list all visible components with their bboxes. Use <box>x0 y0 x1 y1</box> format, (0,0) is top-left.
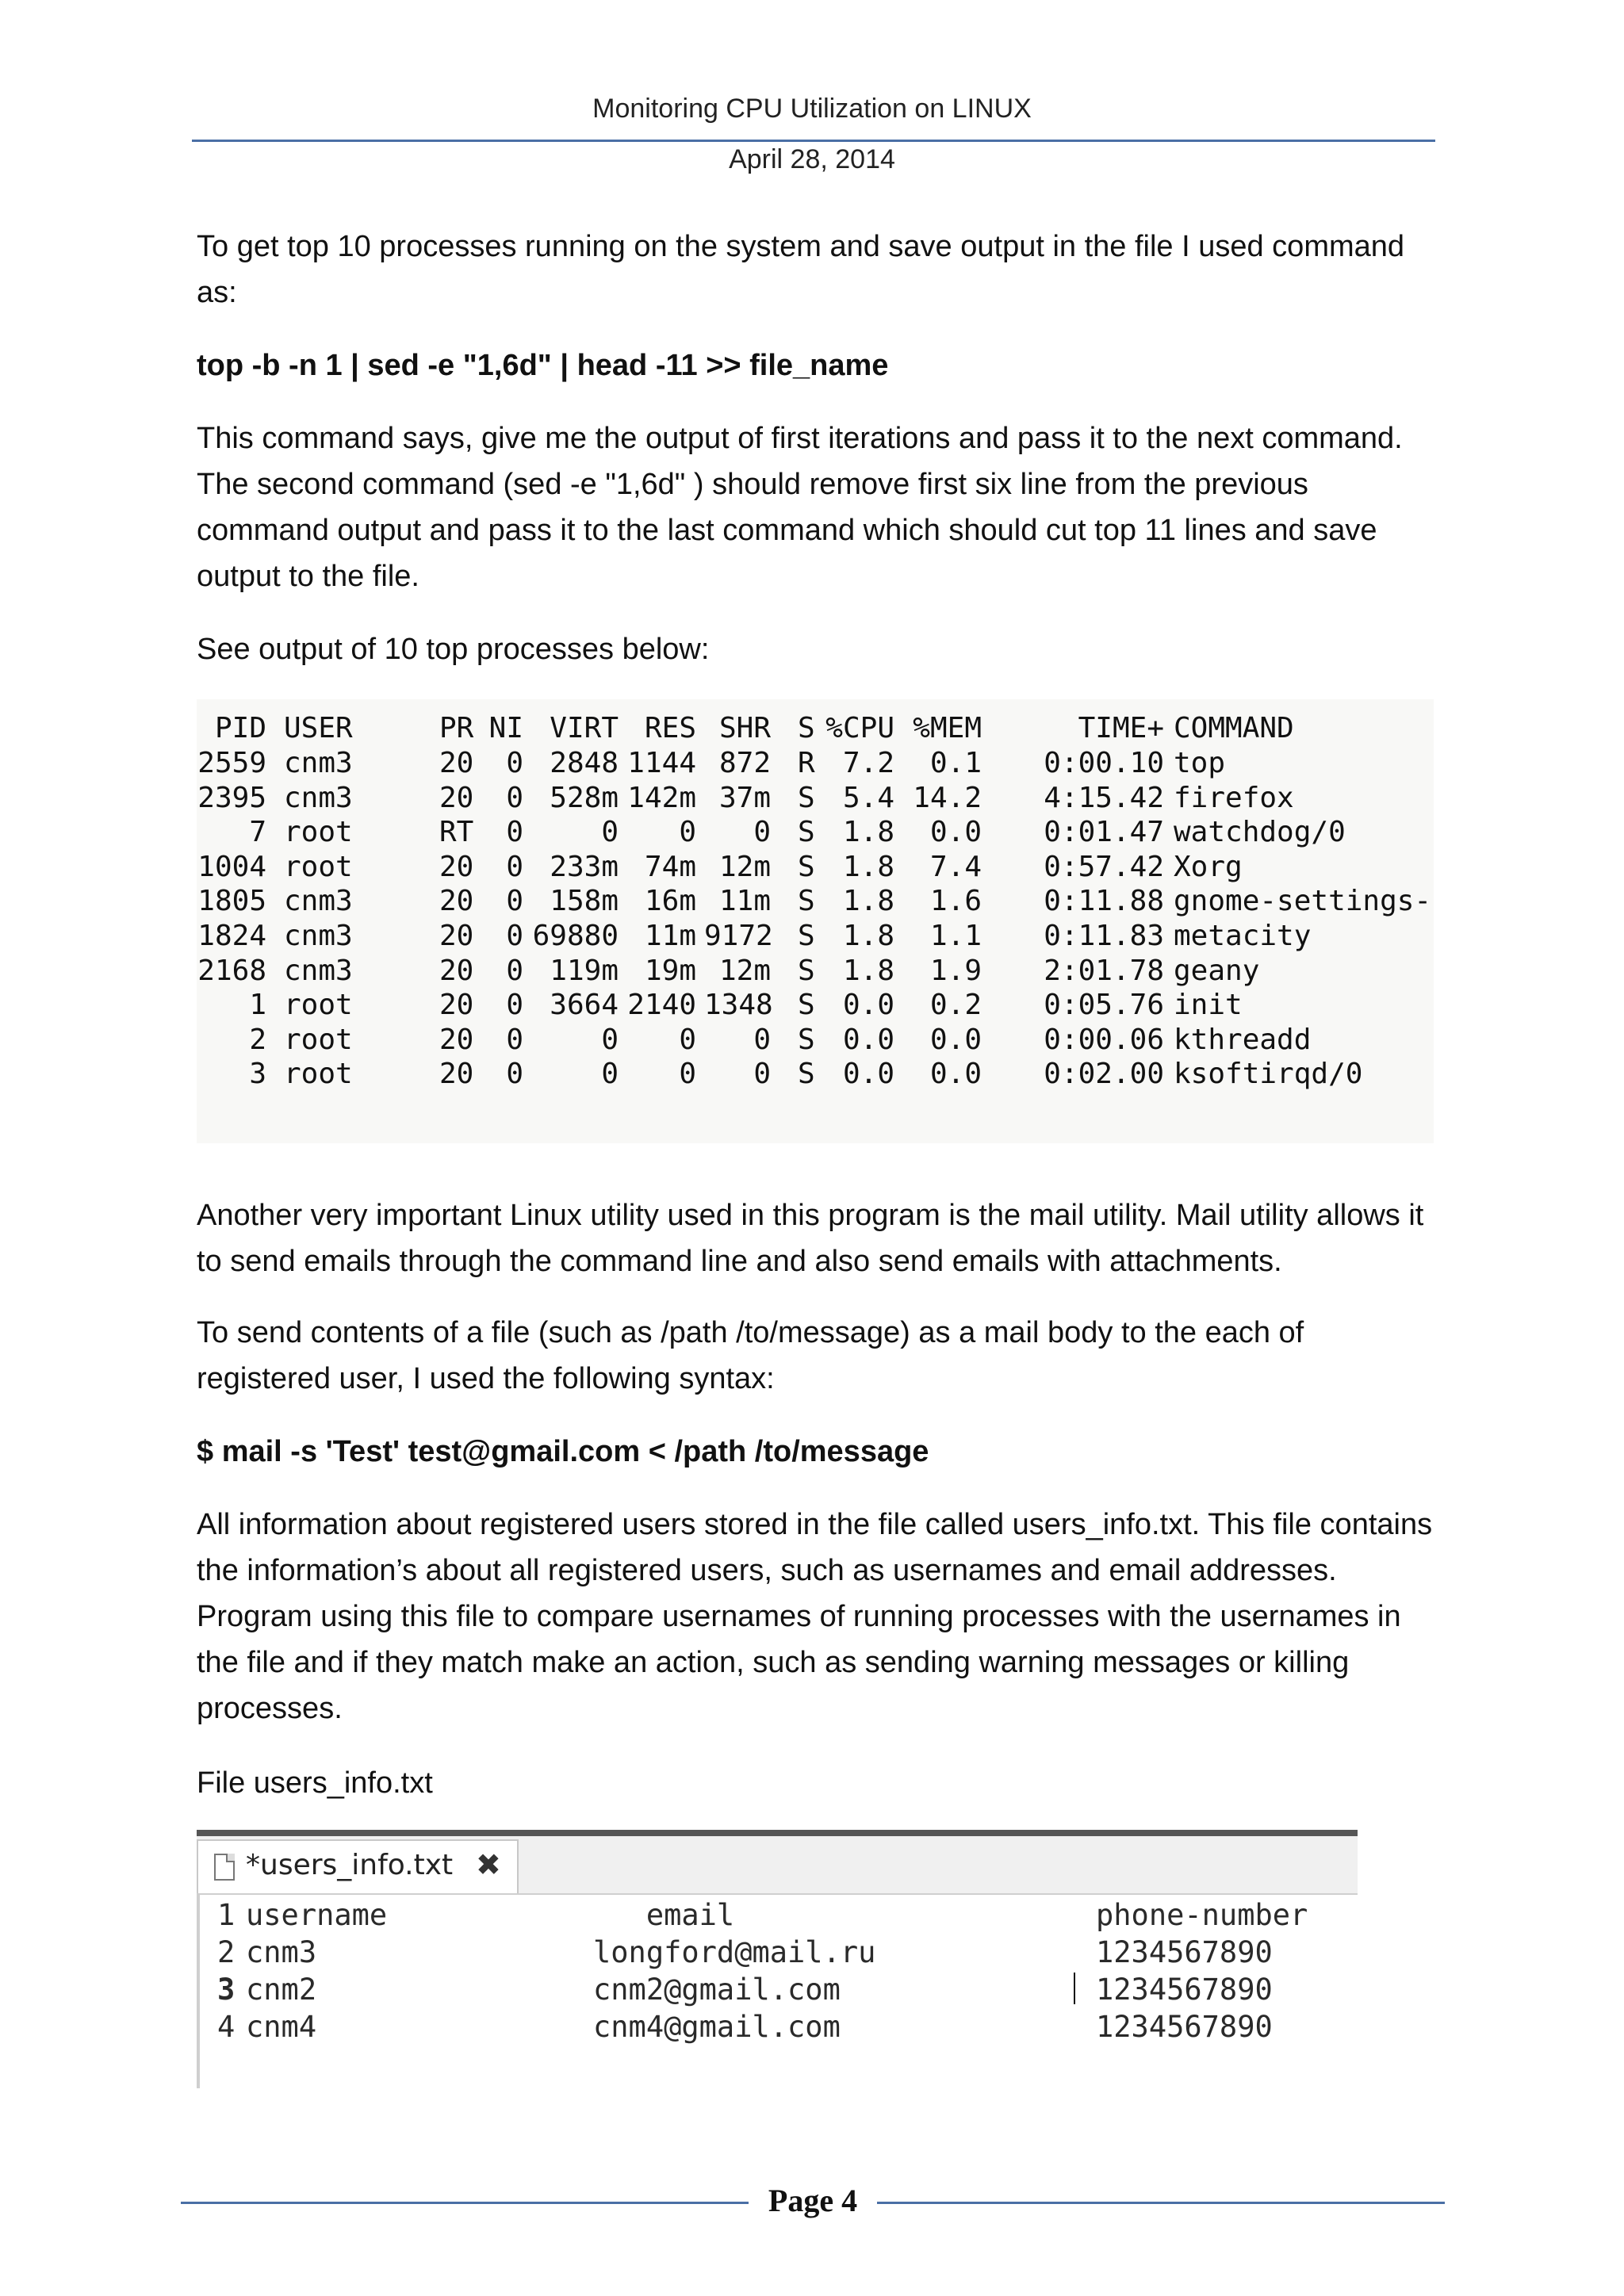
top-cell-command: metacity <box>1174 920 1312 952</box>
paragraph-explanation: This command says, give me the output of first iterations and pass it to the next command. The second command (sed -e "1,6d" ) should remove first six line from the previous command output and pass it to the last command which should cut top 11 lines and save output to the file. <box>197 422 1403 593</box>
top-cell-s: S <box>798 920 815 952</box>
footer-divider-left <box>181 2202 749 2204</box>
top-cell-res: 0 <box>679 1058 696 1091</box>
top-cell-pr: RT <box>439 816 474 849</box>
top-cell-s: S <box>798 712 815 744</box>
top-cell-shr: 37m <box>718 781 771 814</box>
top-cell-ni: 0 <box>506 1058 523 1091</box>
top-cell-pid: 1004 <box>197 850 266 883</box>
top-cell-pid: 1 <box>249 989 266 1022</box>
email-field: longford@mail.ru <box>593 1935 876 1969</box>
top-cell-time: 0:01.47 <box>1044 816 1164 849</box>
email-field: email <box>593 1898 735 1932</box>
top-cell-user: root <box>284 989 353 1022</box>
top-cell-virt: 528m <box>550 781 619 814</box>
top-cell-command: gnome-settings- <box>1174 885 1432 918</box>
top-cell-ni: 0 <box>506 781 523 814</box>
top-cell-mem: 1.9 <box>929 954 982 987</box>
top-cell-res: 0 <box>679 816 696 849</box>
top-cell-mem: 7.4 <box>929 850 982 883</box>
header-date: April 28, 2014 <box>729 144 895 174</box>
top-cell-time: 0:00.10 <box>1044 747 1164 779</box>
top-cell-virt: 0 <box>601 1023 619 1056</box>
top-cell-s: S <box>798 1023 815 1056</box>
top-cell-pr: 20 <box>439 1058 474 1091</box>
top-cell-pid: 2559 <box>197 747 266 779</box>
top-cell-time: 4:15.42 <box>1044 781 1164 814</box>
paragraph-intro: To get top 10 processes running on the system and save output in the file I used command as: <box>197 230 1405 309</box>
top-cell-command: geany <box>1174 954 1260 987</box>
top-cell-shr: 12m <box>718 850 771 883</box>
top-output-screenshot <box>197 699 1434 1143</box>
editor-tab-strip <box>197 1836 1358 1895</box>
top-cell-virt: 2848 <box>550 747 619 779</box>
username-field: cnm4 <box>246 2010 317 2044</box>
top-cell-command: COMMAND <box>1174 712 1294 744</box>
top-cell-res: 0 <box>679 1023 696 1056</box>
top-cell-s: S <box>798 816 815 849</box>
top-cell-ni: 0 <box>506 850 523 883</box>
top-cell-mem: 0.0 <box>929 816 982 849</box>
top-cell-pr: 20 <box>439 954 474 987</box>
line-number: 1 <box>217 1898 236 1932</box>
top-cell-pr: 20 <box>439 747 474 779</box>
top-cell-pr: 20 <box>439 850 474 883</box>
editor-top-border <box>197 1830 1358 1836</box>
page-number: Page 4 <box>768 2183 858 2218</box>
top-cell-cpu: 0.0 <box>842 1023 894 1056</box>
top-cell-shr: 12m <box>718 954 771 987</box>
top-cell-virt: VIRT <box>550 712 619 744</box>
username-field: cnm2 <box>246 1973 317 2007</box>
top-cell-res: RES <box>644 712 696 744</box>
top-cell-command: top <box>1174 747 1226 779</box>
top-cell-res: 74m <box>644 850 696 883</box>
top-cell-user: USER <box>284 712 353 744</box>
top-cell-pr: 20 <box>439 781 474 814</box>
top-cell-s: S <box>798 850 815 883</box>
top-cell-pid: 1805 <box>197 885 266 918</box>
top-cell-shr: 0 <box>753 1023 771 1056</box>
top-cell-command: watchdog/0 <box>1174 816 1346 849</box>
top-cell-res: 1144 <box>627 747 696 779</box>
top-cell-mem: %MEM <box>913 712 982 744</box>
top-cell-mem: 0.2 <box>929 989 982 1022</box>
top-cell-user: cnm3 <box>284 747 353 779</box>
top-cell-s: S <box>798 885 815 918</box>
email-field: cnm2@gmail.com <box>593 1973 841 2007</box>
top-cell-cpu: 0.0 <box>842 1058 894 1091</box>
top-cell-command: firefox <box>1174 781 1294 814</box>
top-cell-res: 19m <box>644 954 696 987</box>
top-cell-pid: PID <box>214 712 266 744</box>
top-cell-shr: 9172 <box>704 920 773 952</box>
top-cell-virt: 69880 <box>532 920 619 952</box>
top-cell-time: TIME+ <box>1078 712 1164 744</box>
top-cell-s: S <box>798 1058 815 1091</box>
top-cell-ni: NI <box>488 712 523 744</box>
email-field: cnm4@gmail.com <box>593 2010 841 2044</box>
top-cell-time: 0:57.42 <box>1044 850 1164 883</box>
file-icon <box>214 1854 235 1881</box>
top-cell-mem: 0.1 <box>929 747 982 779</box>
top-cell-pid: 2395 <box>197 781 266 814</box>
top-cell-cpu: %CPU <box>825 712 894 744</box>
top-cell-shr: 1348 <box>704 989 773 1022</box>
top-cell-cpu: 1.8 <box>842 954 894 987</box>
top-cell-pid: 7 <box>249 816 266 849</box>
top-cell-shr: 0 <box>753 1058 771 1091</box>
top-cell-pid: 3 <box>249 1058 266 1091</box>
top-cell-cpu: 7.2 <box>842 747 894 779</box>
top-cell-shr: SHR <box>718 712 771 744</box>
top-cell-cpu: 5.4 <box>842 781 894 814</box>
top-cell-cpu: 1.8 <box>842 920 894 952</box>
paragraph-see-output: See output of 10 top processes below: <box>197 633 710 666</box>
top-cell-time: 0:11.83 <box>1044 920 1164 952</box>
top-cell-time: 0:00.06 <box>1044 1023 1164 1056</box>
top-cell-virt: 119m <box>550 954 619 987</box>
top-cell-s: R <box>798 747 815 779</box>
editor-tab[interactable] <box>197 1839 519 1893</box>
close-icon[interactable]: ✖ <box>476 1847 501 1882</box>
top-cell-user: root <box>284 1058 353 1091</box>
top-cell-s: S <box>798 781 815 814</box>
top-cell-pid: 1824 <box>197 920 266 952</box>
top-cell-ni: 0 <box>506 920 523 952</box>
top-cell-shr: 0 <box>753 816 771 849</box>
top-cell-command: ksoftirqd/0 <box>1174 1058 1363 1091</box>
top-cell-res: 142m <box>627 781 696 814</box>
top-cell-res: 2140 <box>627 989 696 1022</box>
editor-gutter-border <box>197 1893 200 2088</box>
phone-field: 1234567890 <box>1096 1935 1273 1969</box>
top-cell-s: S <box>798 989 815 1022</box>
username-field: username <box>246 1898 388 1932</box>
top-cell-mem: 1.6 <box>929 885 982 918</box>
top-cell-user: root <box>284 1023 353 1056</box>
top-cell-cpu: 1.8 <box>842 816 894 849</box>
text-cursor <box>1074 1973 1075 2004</box>
header-title: Monitoring CPU Utilization on LINUX <box>592 94 1032 124</box>
top-cell-pr: 20 <box>439 920 474 952</box>
top-cell-s: S <box>798 954 815 987</box>
top-cell-command: Xorg <box>1174 850 1243 883</box>
phone-field: 1234567890 <box>1096 1973 1273 2007</box>
top-cell-res: 11m <box>644 920 696 952</box>
top-cell-ni: 0 <box>506 989 523 1022</box>
top-cell-mem: 0.0 <box>929 1058 982 1091</box>
top-cell-user: cnm3 <box>284 885 353 918</box>
line-number: 2 <box>217 1935 236 1969</box>
top-cell-pr: PR <box>439 712 474 744</box>
phone-field: phone-number <box>1096 1898 1308 1932</box>
top-cell-time: 0:05.76 <box>1044 989 1164 1022</box>
top-cell-ni: 0 <box>506 885 523 918</box>
top-cell-cpu: 1.8 <box>842 885 894 918</box>
top-cell-mem: 14.2 <box>913 781 982 814</box>
top-cell-time: 0:02.00 <box>1044 1058 1164 1091</box>
command-top: top -b -n 1 | sed -e "1,6d" | head -11 >> file_name <box>197 349 889 382</box>
top-cell-virt: 233m <box>550 850 619 883</box>
top-cell-command: kthreadd <box>1174 1023 1312 1056</box>
top-cell-user: cnm3 <box>284 920 353 952</box>
top-cell-pid: 2 <box>249 1023 266 1056</box>
top-cell-shr: 872 <box>718 747 771 779</box>
paragraph-mail-utility: Another very important Linux utility used in this program is the mail utility. Mail utility allows it to send emails through the command line and also send emails with attachments. <box>197 1199 1424 1278</box>
phone-field: 1234567890 <box>1096 2010 1273 2044</box>
top-cell-pr: 20 <box>439 885 474 918</box>
command-mail: $ mail -s 'Test' test@gmail.com < /path /to/message <box>197 1435 929 1468</box>
editor-screenshot <box>197 1830 1358 2088</box>
top-cell-cpu: 1.8 <box>842 850 894 883</box>
top-cell-time: 2:01.78 <box>1044 954 1164 987</box>
top-cell-virt: 0 <box>601 1058 619 1091</box>
top-cell-pid: 2168 <box>197 954 266 987</box>
line-number: 3 <box>217 1973 236 2007</box>
paragraph-users-info: All information about registered users stored in the file called users_info.txt. This file contains the information’s about all registered users, such as usernames and email addresses. Program using this file to compare usernames of running processes with the usernames in the file and if they match make an action, such as sending warning messages or killing processes. <box>197 1508 1433 1725</box>
top-cell-shr: 11m <box>718 885 771 918</box>
top-cell-user: cnm3 <box>284 954 353 987</box>
top-cell-user: root <box>284 850 353 883</box>
footer-divider-right <box>877 2202 1445 2204</box>
top-cell-pr: 20 <box>439 1023 474 1056</box>
file-caption: File users_info.txt <box>197 1766 433 1800</box>
top-cell-mem: 0.0 <box>929 1023 982 1056</box>
top-cell-pr: 20 <box>439 989 474 1022</box>
top-cell-ni: 0 <box>506 954 523 987</box>
top-cell-ni: 0 <box>506 816 523 849</box>
top-cell-time: 0:11.88 <box>1044 885 1164 918</box>
tab-label: *users_info.txt <box>246 1849 454 1881</box>
top-cell-virt: 3664 <box>550 989 619 1022</box>
top-cell-mem: 1.1 <box>929 920 982 952</box>
top-cell-virt: 158m <box>550 885 619 918</box>
line-number: 4 <box>217 2010 236 2044</box>
top-cell-ni: 0 <box>506 1023 523 1056</box>
top-cell-cpu: 0.0 <box>842 989 894 1022</box>
paragraph-send-contents: To send contents of a file (such as /path /to/message) as a mail body to the each of registered user, I used the following syntax: <box>197 1316 1304 1395</box>
top-cell-ni: 0 <box>506 747 523 779</box>
top-cell-command: init <box>1174 989 1243 1022</box>
top-cell-virt: 0 <box>601 816 619 849</box>
top-cell-res: 16m <box>644 885 696 918</box>
username-field: cnm3 <box>246 1935 317 1969</box>
header-divider <box>192 140 1435 142</box>
top-cell-user: cnm3 <box>284 781 353 814</box>
top-cell-user: root <box>284 816 353 849</box>
